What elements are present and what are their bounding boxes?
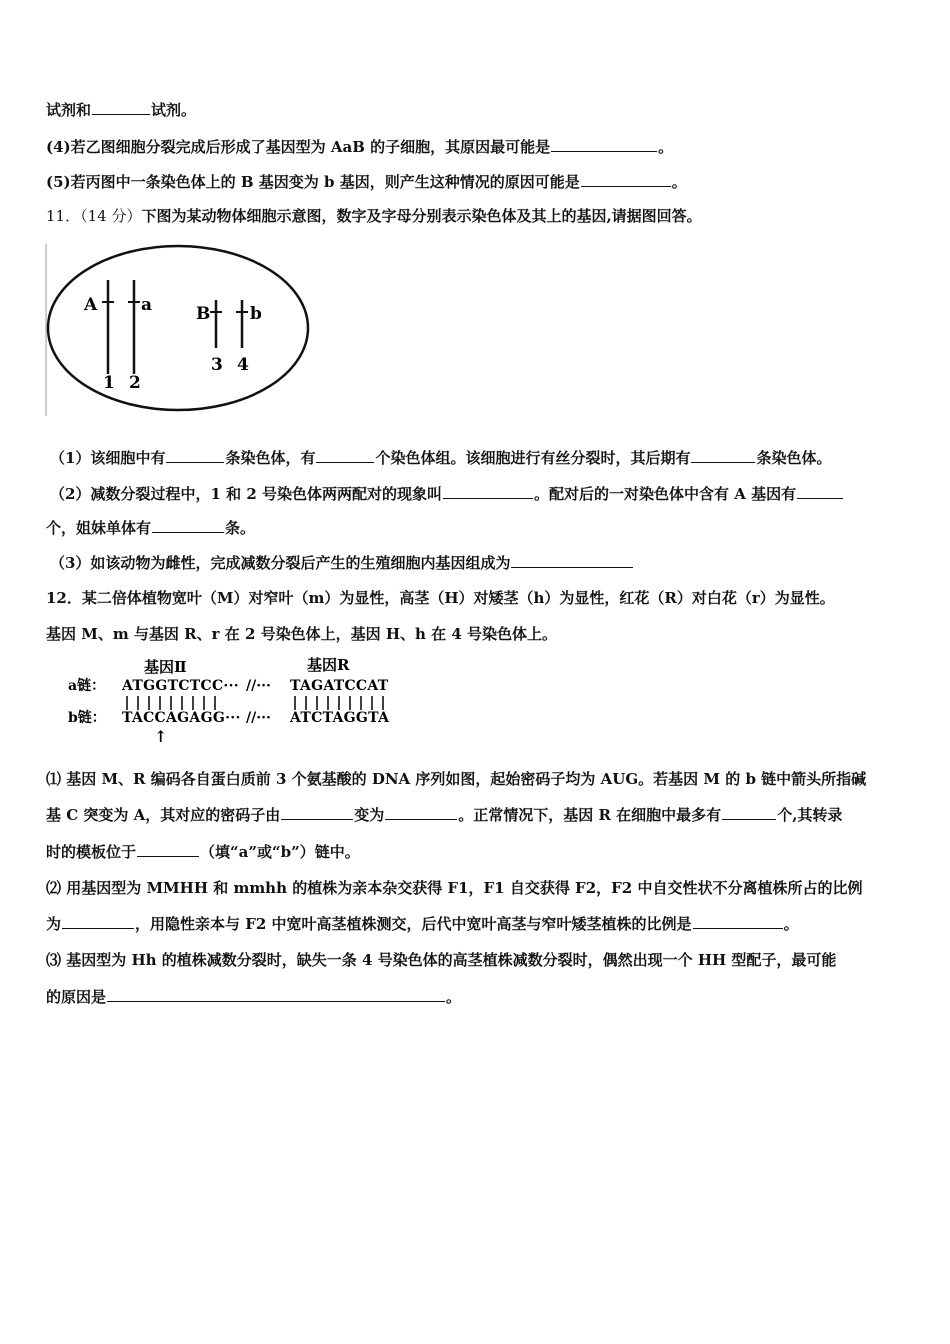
blank xyxy=(443,484,533,499)
blank xyxy=(551,137,657,152)
gene-A-label: A xyxy=(84,295,98,315)
cell-outline xyxy=(48,246,308,410)
strand-b-break: //··· xyxy=(246,710,271,726)
q12-stem: 12．某二倍体植物宽叶（M）对窄叶（m）为显性，高茎（H）对矮茎（h）为显性，红花（R）对白花（r）为显性。 xyxy=(46,589,835,607)
line-q5: (5)若丙图中一条染色体上的 B 基因变为 b 基因，则产生这种情况的原因可能是 。 xyxy=(46,173,687,191)
blank xyxy=(693,914,783,929)
blank xyxy=(107,987,445,1002)
q12-part1: ⑴ 基因 M、R 编码各自蛋白质前 3 个氨基酸的 DNA 序列如图，起始密码子均为 AUG。若基因 M 的 b 链中箭头所指碱 xyxy=(46,770,867,788)
line-reagents: 试剂和 试剂。 xyxy=(46,101,197,119)
blank xyxy=(385,805,457,820)
dna-sequence-diagram xyxy=(66,656,406,748)
blank xyxy=(152,518,224,533)
blank xyxy=(166,448,224,463)
blank xyxy=(797,484,843,499)
q12-part1-cont: 基 C 突变为 A，其对应的密码子由 变为 。正常情况下，基因 R 在细胞中最多有 个,其转录 xyxy=(46,806,843,824)
line-q4: (4)若乙图细胞分裂完成后形成了基因型为 AaB 的子细胞，其原因最可能是 。 xyxy=(46,138,674,156)
gene-a-label: a xyxy=(141,295,153,315)
q12-part1-cont2: 时的模板位于 （填“a”或“b”）链中。 xyxy=(46,843,360,861)
base-pair-bars-gene-m xyxy=(127,696,215,710)
gene-R-label: 基因R xyxy=(307,656,350,674)
q11-part3: （3）如该动物为雌性，完成减数分裂后产生的生殖细胞内基因组成为 xyxy=(50,553,634,573)
strand-b-seq-gene-r: ATCTAGGTA xyxy=(290,710,390,726)
chromosome-2-label: 2 xyxy=(129,373,141,393)
base-pair-bars-gene-r xyxy=(295,696,383,710)
q11-part2: （2）减数分裂过程中，1 和 2 号染色体两两配对的现象叫 。配对后的一对染色体中含有 A 基因有 xyxy=(50,484,844,504)
chromosome-4-label: 4 xyxy=(237,355,249,375)
gene-b-label: b xyxy=(250,304,262,324)
q12-part3-cont: 的原因是 。 xyxy=(46,988,462,1006)
cell-diagram xyxy=(44,244,316,416)
strand-a-break: //··· xyxy=(246,678,271,694)
blank xyxy=(691,448,755,463)
q11-stem: 11．（14 分）下图为某动物体细胞示意图，数字及字母分别表示染色体及其上的基因,请据图回答。 xyxy=(46,207,702,225)
blank xyxy=(722,805,776,820)
strand-b-label: b链： xyxy=(68,710,106,726)
chromosome-3-label: 3 xyxy=(211,355,223,375)
q12-part3: ⑶ 基因型为 Hh 的植株减数分裂时，缺失一条 4 号染色体的高茎植株减数分裂时，偶然出现一个 HH 型配子，最可能 xyxy=(46,951,837,969)
q11-part1: （1）该细胞中有 条染色体，有 个染色体组。该细胞进行有丝分裂时，其后期有 条染色体。 xyxy=(50,449,832,467)
q12-part2: ⑵ 用基因型为 MMHH 和 mmhh 的植株为亲本杂交获得 F1，F1 自交获得 F2，F2 中自交性状不分离植株所占的比例 xyxy=(46,879,863,897)
strand-a-seq-gene-m: ATGGTCTCC··· xyxy=(122,678,239,694)
blank xyxy=(137,842,199,857)
q11-part2-cont: 个，姐妹单体有 条。 xyxy=(46,519,256,537)
strand-a-seq-gene-r: TAGATCCAT xyxy=(290,678,389,694)
blank xyxy=(281,805,353,820)
gene-B-label: B xyxy=(196,304,211,324)
strand-a-label: a链： xyxy=(68,678,106,694)
blank xyxy=(581,172,671,187)
q12-stem-cont: 基因 M、m 与基因 R、r 在 2 号染色体上，基因 H、h 在 4 号染色体上。 xyxy=(46,625,558,643)
blank xyxy=(62,914,134,929)
chromosome-1-label: 1 xyxy=(103,373,115,393)
blank xyxy=(511,553,633,568)
blank xyxy=(92,100,150,115)
gene-M-label: 基因Ⅱ xyxy=(144,658,187,676)
question-number: 11．（14 分） xyxy=(46,207,142,225)
blank xyxy=(316,448,374,463)
q12-part2-cont: 为 ，用隐性亲本与 F2 中宽叶高茎植株测交，后代中宽叶高茎与窄叶矮茎植株的比例是 。 xyxy=(46,915,799,933)
strand-b-seq-gene-m: TACCAGAGG··· xyxy=(122,710,241,726)
mutation-arrow-icon: ↑ xyxy=(154,727,168,746)
